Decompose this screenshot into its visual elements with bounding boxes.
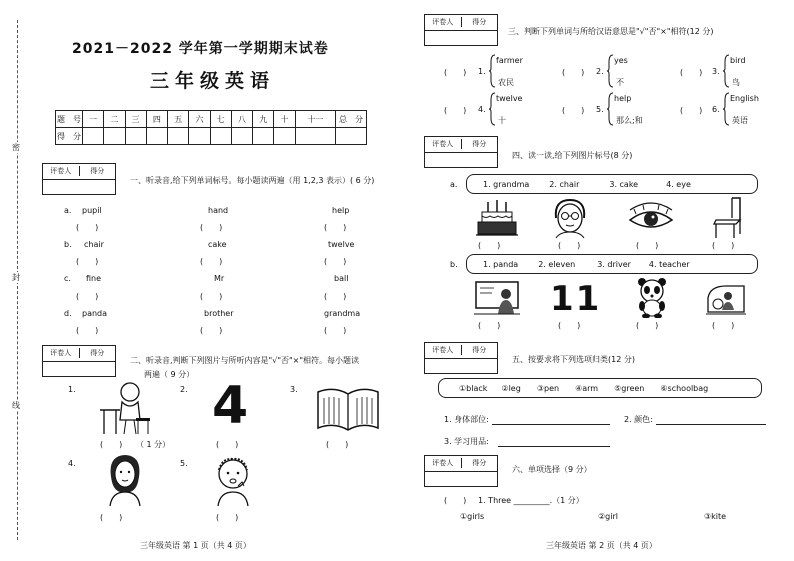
item-number: 1.	[68, 385, 76, 394]
eye-picture	[626, 200, 676, 236]
score-cell[interactable]	[336, 128, 367, 145]
row-label: d.	[64, 309, 72, 318]
choice-option[interactable]: ③kite	[704, 512, 727, 521]
item-number: 3.	[712, 67, 720, 76]
answer-blank[interactable]: ( )	[76, 326, 99, 335]
row-label: b.	[64, 240, 72, 249]
answer-blank[interactable]: ( )	[326, 440, 349, 449]
answer-blank[interactable]: ( )	[76, 223, 99, 232]
score-col: 五	[168, 111, 189, 128]
answer-blank[interactable]: ( )	[200, 326, 223, 335]
item-number: 2.	[180, 385, 188, 394]
answer-blank[interactable]: ( )	[636, 241, 659, 250]
classify-q2: 2. 颜色:	[624, 415, 653, 424]
brace	[488, 92, 496, 126]
score-cell[interactable]	[189, 128, 210, 145]
grader-reviewer-label: 评卷人	[43, 166, 80, 176]
choice-question: 1. Three _________.（1 分）	[478, 496, 584, 505]
answer-blank[interactable]: ( )	[680, 106, 703, 115]
boy-picture	[208, 452, 258, 508]
score-col: 六	[189, 111, 210, 128]
word-item: cake	[208, 240, 227, 249]
answer-blank[interactable]: ( )	[712, 241, 735, 250]
answer-blank[interactable]: ( )	[324, 326, 347, 335]
option-item: ⑤green	[614, 383, 645, 393]
word-item: help	[332, 206, 350, 215]
grader-reviewer-label: 评卷人	[425, 458, 462, 468]
score-note: （ 1 分）	[136, 440, 171, 449]
grader-reviewer-label: 评卷人	[425, 139, 462, 149]
brace	[488, 54, 496, 88]
answer-blank[interactable]: ( )	[444, 106, 467, 115]
score-col: 二	[104, 111, 125, 128]
side-label-feng: 封	[12, 273, 20, 282]
word-bank-item: 1. grandma	[483, 179, 530, 189]
word-item: hand	[208, 206, 229, 215]
item-chinese: 不	[616, 78, 624, 87]
grandma-picture	[548, 196, 592, 240]
score-col: 一	[83, 111, 104, 128]
grader-reviewer-label: 评卷人	[425, 345, 462, 355]
option-item: ②leg	[501, 383, 521, 393]
word-bank-item: 3. cake	[609, 179, 639, 189]
score-col: 八	[231, 111, 252, 128]
grader-box	[42, 163, 116, 195]
grader-score-label: 得分	[472, 346, 487, 355]
score-cell[interactable]	[104, 128, 125, 145]
choice-option[interactable]: ②girl	[598, 512, 618, 521]
group-b-label: b.	[450, 260, 458, 269]
grader-box	[424, 14, 498, 46]
chair-picture	[712, 196, 746, 240]
score-row2-head: 得 分	[56, 128, 83, 145]
section2-title-line1: 二、听录音,判断下列图片与所听内容是"√"否"×"相符。每小题读	[130, 356, 360, 365]
side-label-mi: 密	[12, 143, 20, 152]
answer-blank[interactable]: ( )	[76, 257, 99, 266]
panda-picture	[632, 276, 672, 318]
kid-at-desk-picture	[96, 380, 158, 436]
section4-title: 四、读一读,给下列图片标号(8 分)	[512, 151, 633, 160]
subject-title: 三年级英语	[150, 70, 276, 92]
item-number: 5.	[180, 459, 188, 468]
section6-title: 六、单项选择（9 分）	[512, 465, 592, 474]
options-bank	[438, 378, 762, 398]
choice-option[interactable]: ①girls	[460, 512, 485, 521]
item-chinese: 英语	[732, 116, 748, 125]
answer-blank[interactable]: ( )	[478, 321, 501, 330]
item-number: 1.	[478, 67, 486, 76]
answer-line[interactable]	[498, 446, 610, 447]
answer-blank[interactable]: ( )	[712, 321, 735, 330]
answer-blank[interactable]: ( )	[100, 440, 123, 449]
score-row1-head: 题 号	[56, 111, 83, 128]
grader-score-label: 得分	[472, 18, 487, 27]
score-cell[interactable]	[83, 128, 104, 145]
answer-blank[interactable]: ( )	[216, 513, 239, 522]
brace	[722, 92, 730, 126]
answer-blank[interactable]: ( )	[76, 292, 99, 301]
side-label-xian: 线	[12, 401, 20, 410]
answer-line[interactable]	[492, 424, 610, 425]
group-a-label: a.	[450, 180, 458, 189]
word-bank-item: 2. chair	[549, 179, 580, 189]
word-item: twelve	[328, 240, 355, 249]
open-book-picture	[316, 386, 380, 434]
classify-q3: 3. 学习用品:	[444, 437, 489, 446]
score-cell[interactable]	[146, 128, 167, 145]
exam-title: 2021－2022 学年第一学期期末试卷	[72, 41, 329, 57]
answer-blank[interactable]: ( )	[100, 513, 123, 522]
score-cell[interactable]	[253, 128, 274, 145]
item-number: 5.	[596, 105, 604, 114]
answer-line[interactable]	[656, 424, 766, 425]
item-english: English	[730, 94, 759, 103]
brace	[606, 92, 614, 126]
score-col: 十一	[295, 111, 335, 128]
word-bank-b	[466, 254, 758, 274]
grader-score-label: 得分	[90, 167, 105, 176]
score-cell[interactable]	[295, 128, 335, 145]
score-col: 四	[146, 111, 167, 128]
item-number: 2.	[596, 67, 604, 76]
word-bank-a	[466, 174, 758, 194]
page-footer: 三年级英语 第 2 页（共 4 页）	[546, 541, 657, 550]
answer-blank[interactable]: ( )	[478, 241, 501, 250]
cake-picture	[474, 198, 520, 238]
grader-score-label: 得分	[472, 140, 487, 149]
answer-blank[interactable]: ( )	[200, 257, 223, 266]
score-col: 三	[125, 111, 146, 128]
option-item: ①black	[459, 383, 488, 393]
word-bank-item: 4. eye	[666, 179, 691, 189]
item-number: 6.	[712, 105, 720, 114]
answer-blank[interactable]: ( )	[562, 68, 585, 77]
item-chinese: 那么;和	[616, 116, 643, 125]
score-cell[interactable]	[231, 128, 252, 145]
item-english: twelve	[496, 94, 523, 103]
item-english: bird	[730, 56, 746, 65]
score-table	[55, 110, 367, 145]
word-bank-item: 4. teacher	[648, 259, 690, 269]
word-item: fine	[86, 274, 102, 283]
word-bank-item: 3. driver	[597, 259, 631, 269]
word-item: grandma	[324, 309, 361, 318]
answer-blank[interactable]: ( )	[216, 440, 239, 449]
answer-blank[interactable]: ( )	[324, 257, 347, 266]
grader-box	[424, 455, 498, 487]
score-cell[interactable]	[168, 128, 189, 145]
woman-picture	[100, 452, 150, 508]
item-english: help	[614, 94, 632, 103]
grader-reviewer-label: 评卷人	[425, 17, 462, 27]
word-item: chair	[84, 240, 104, 249]
score-col: 总 分	[336, 111, 367, 128]
grader-box	[424, 136, 498, 168]
item-chinese: 鸟	[732, 78, 740, 87]
item-chinese: 农民	[498, 78, 514, 87]
item-number: 4.	[68, 459, 76, 468]
item-english: farmer	[496, 56, 523, 65]
answer-blank[interactable]: ( )	[558, 241, 581, 250]
option-item: ⑥schoolbag	[660, 383, 709, 393]
item-number: 4.	[478, 105, 486, 114]
answer-blank[interactable]: ( )	[558, 321, 581, 330]
score-cell[interactable]	[125, 128, 146, 145]
word-item: pupil	[82, 206, 102, 215]
row-label: a.	[64, 206, 72, 215]
section5-title: 五、按要求将下列选项归类(12 分)	[512, 355, 635, 364]
grader-box	[42, 345, 116, 377]
digit-four-picture: 4	[212, 376, 249, 436]
grader-reviewer-label: 评卷人	[43, 348, 80, 358]
answer-blank[interactable]: ( )	[444, 496, 467, 505]
answer-blank[interactable]: ( )	[562, 106, 585, 115]
section1-title: 一、听录音,给下列单词标号。每小题读两遍（用 1,2,3 表示）( 6 分)	[130, 176, 375, 185]
eleven-picture: 11	[550, 279, 602, 319]
brace	[722, 54, 730, 88]
section3-title: 三、判断下列单词与所给汉语意思是"√"否"×"相符(12 分)	[508, 27, 714, 36]
answer-blank[interactable]: ( )	[444, 68, 467, 77]
score-col: 七	[210, 111, 231, 128]
score-cell[interactable]	[210, 128, 231, 145]
answer-blank[interactable]: ( )	[636, 321, 659, 330]
answer-blank[interactable]: ( )	[324, 223, 347, 232]
section2-title-line2: 两遍（ 9 分）	[144, 370, 195, 379]
teacher-picture	[472, 280, 522, 316]
score-col: 十	[274, 111, 295, 128]
page-footer: 三年级英语 第 1 页（共 4 页）	[140, 541, 251, 550]
item-chinese: 十	[498, 116, 506, 125]
answer-blank[interactable]: ( )	[324, 292, 347, 301]
brace	[606, 54, 614, 88]
word-item: Mr	[214, 274, 225, 283]
answer-blank[interactable]: ( )	[200, 223, 223, 232]
option-item: ④arm	[575, 383, 599, 393]
score-cell[interactable]	[274, 128, 295, 145]
item-number: 3.	[290, 385, 298, 394]
grader-score-label: 得分	[90, 349, 105, 358]
option-item: ③pen	[536, 383, 560, 393]
word-item: brother	[204, 309, 234, 318]
item-english: yes	[614, 56, 628, 65]
classify-q1: 1. 身体部位:	[444, 415, 489, 424]
answer-blank[interactable]: ( )	[680, 68, 703, 77]
driver-picture	[704, 280, 748, 316]
grader-score-label: 得分	[472, 459, 487, 468]
word-item: panda	[82, 309, 108, 318]
answer-blank[interactable]: ( )	[200, 292, 223, 301]
row-label: c.	[64, 274, 71, 283]
word-item: ball	[334, 274, 349, 283]
word-bank-item: 2. eleven	[538, 259, 576, 269]
word-bank-item: 1. panda	[483, 259, 519, 269]
score-col: 九	[253, 111, 274, 128]
grader-box	[424, 342, 498, 374]
